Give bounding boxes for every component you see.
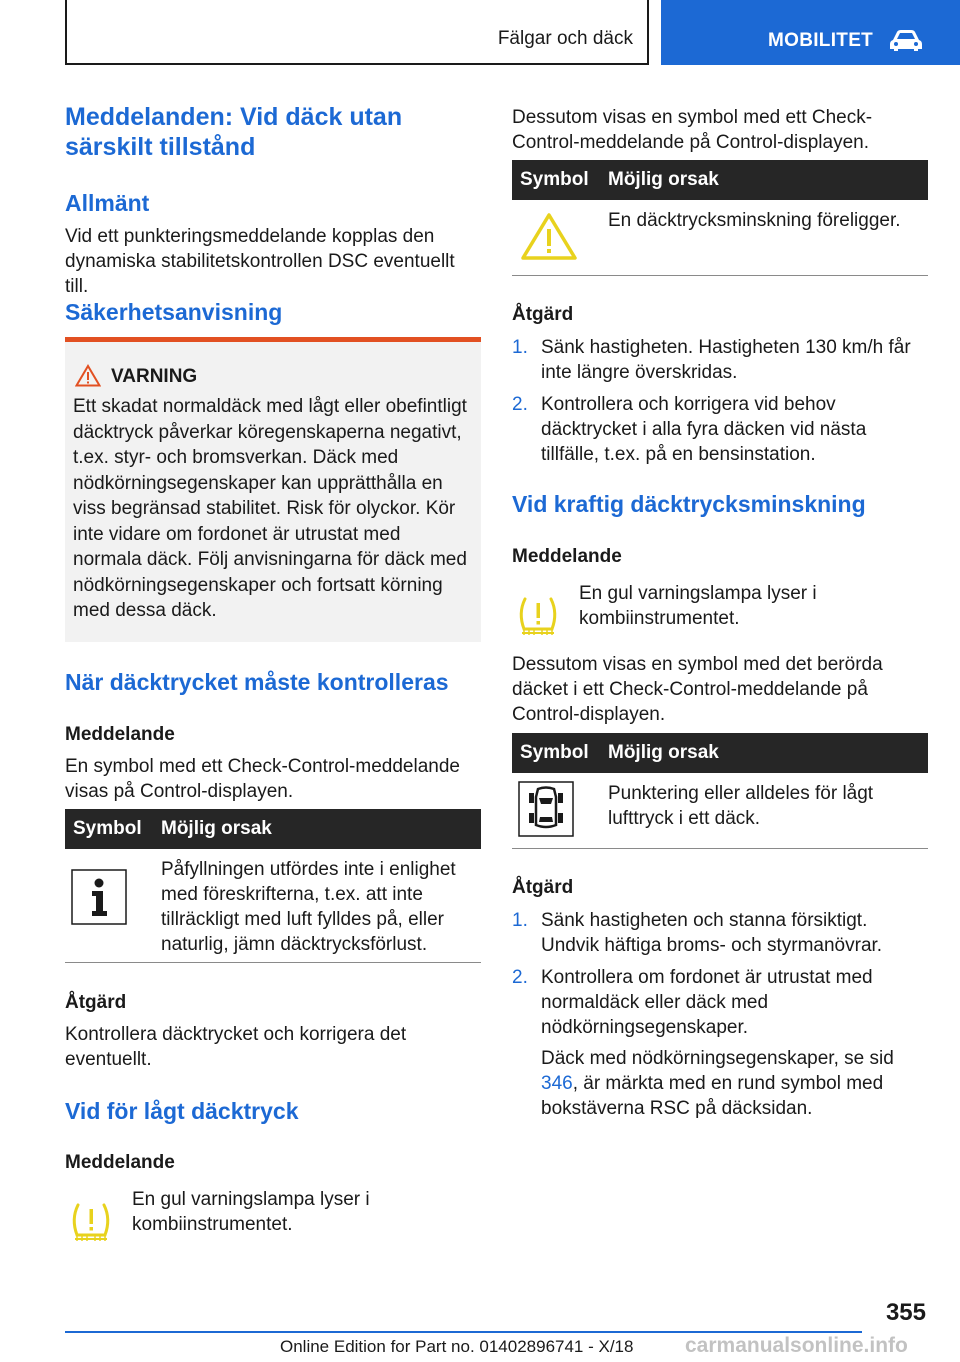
table-row [512, 200, 928, 276]
section-title: Fälgar och däck [497, 28, 633, 49]
page-number: 355 [885, 1299, 926, 1326]
safety-heading: Säkerhetsanvisning [65, 299, 283, 325]
warning-body: Ett skadat normaldäck med lågt eller obefintligt däcktryck påverkar köregenskaperna negativt, t.ex. styr- och bromsverkan. Däck med nödkörningsegenskaper kan upprätthålla en viss begränsad stabilitet. Risk för olyckor. Kör inte vidare om fordonet är utrustat med normala däck. Följ anvisningarna för däck med nödkörningsegenskaper och fortsatt körning med dessa däck. [73, 396, 467, 621]
warning-title: VARNING [111, 366, 198, 387]
list-number: 1. [512, 910, 528, 931]
strong-pressure-text: En gul varningslampa lyser i kombiinstrumentet. [579, 583, 817, 629]
table-header [65, 809, 481, 849]
action-text: Kontrollera däcktrycket och korrigera det eventuellt. [65, 1024, 407, 1070]
strong-pressure-heading: Vid kraftig däcktrycksminskning [512, 491, 866, 517]
warning-title-row [73, 364, 473, 389]
tire-pressure-warning-icon [69, 1199, 113, 1243]
table-col-cause: Möjlig orsak [608, 742, 719, 763]
table-col-cause: Möjlig orsak [608, 169, 719, 190]
intro-text: Dessutom visas en symbol med ett Check-Control-meddelande på Control-displayen. [512, 107, 873, 153]
note-suffix: , är märkta med en rund symbol med bokstäverna RSC på däcksidan. [541, 1073, 884, 1119]
general-heading: Allmänt [65, 190, 150, 216]
warning-triangle-icon [518, 210, 580, 262]
watermark: carmanualsonline.info [685, 1334, 908, 1357]
check-text: En symbol med ett Check-Control-meddelande visas på Control-displayen. [65, 756, 460, 802]
low-pressure-row [65, 1187, 481, 1243]
action-label: Åtgärd [65, 992, 127, 1013]
chapter-tab[interactable] [661, 0, 960, 65]
list-number: 2. [512, 394, 528, 415]
car-icon [888, 27, 924, 53]
info-icon [71, 869, 127, 925]
footer-edition: Online Edition for Part no. 01402896741 - X/18 [280, 1337, 634, 1356]
message-label: Meddelande [512, 546, 622, 567]
list-number: 1. [512, 337, 528, 358]
page-title: Meddelanden: Vid däck utan särskilt tillstånd [65, 103, 403, 161]
low-message-label: Meddelande [65, 1152, 175, 1173]
table-row [65, 849, 481, 963]
list-text: Sänk hastigheten och stanna försiktigt. Undvik häftiga broms- och styrmanövrar. [541, 910, 883, 956]
action-list-item [512, 908, 928, 958]
table-col-symbol: Symbol [73, 818, 142, 839]
low-pressure-heading: Vid för lågt däcktryck [65, 1098, 299, 1124]
car-tire-top-view-icon [518, 781, 574, 837]
list-text: Kontrollera om fordonet är utrustat med normaldäck eller däck med nödkörningsegenskaper. [541, 967, 873, 1038]
tire-pressure-warning-icon [516, 593, 560, 637]
footer-divider [65, 1331, 862, 1333]
list-text: Kontrollera och korrigera vid behov däcktrycket i alla fyra däcken vid nästa tillfälle, t.ex. på en bensinstation. [541, 394, 867, 465]
note-text [512, 1046, 928, 1121]
warning-box [65, 337, 481, 642]
strong-intro-text: Dessutom visas en symbol med det berörda däcket i ett Check-Control-meddelande på Control-displayen. [512, 654, 883, 725]
action-label: Åtgärd [512, 304, 574, 325]
general-text: Vid ett punkteringsmeddelande kopplas den dynamiska stabilitetskontrollen DSC eventuellt till. [65, 226, 455, 297]
table-cell-cause: En däcktrycksminskning föreligger. [608, 210, 901, 231]
chapter-title: MOBILITET [768, 30, 874, 51]
list-number: 2. [512, 967, 528, 988]
warning-triangle-icon [75, 364, 101, 387]
table-header [512, 160, 928, 200]
check-heading: När däcktrycket måste kontrolleras [65, 669, 449, 695]
message-label: Meddelande [65, 724, 175, 745]
table-row [512, 773, 928, 849]
page-reference-link[interactable]: 346 [541, 1073, 573, 1094]
table-header [512, 733, 928, 773]
action-label: Åtgärd [512, 877, 574, 898]
action-list-item [512, 965, 928, 1040]
header-section-box [65, 0, 649, 65]
action-list-item [512, 392, 928, 467]
action-list-item [512, 335, 928, 385]
list-text: Sänk hastigheten. Hastigheten 130 km/h får inte längre överskridas. [541, 337, 911, 383]
table-cell-cause: Påfyllningen utfördes inte i enlighet med föreskrifterna, t.ex. att inte tillräckligt med luft fylldes på, eller naturlig, jämn däcktrycksförlust. [161, 859, 456, 955]
table-col-cause: Möjlig orsak [161, 818, 272, 839]
table-col-symbol: Symbol [520, 742, 589, 763]
note-prefix: Däck med nödkörningsegenskaper, se sid [541, 1048, 894, 1069]
low-pressure-text: En gul varningslampa lyser i kombiinstrumentet. [132, 1189, 370, 1235]
table-col-symbol: Symbol [520, 169, 589, 190]
strong-pressure-row [512, 581, 928, 637]
table-cell-cause: Punktering eller alldeles för lågt lufttryck i ett däck. [608, 783, 874, 829]
